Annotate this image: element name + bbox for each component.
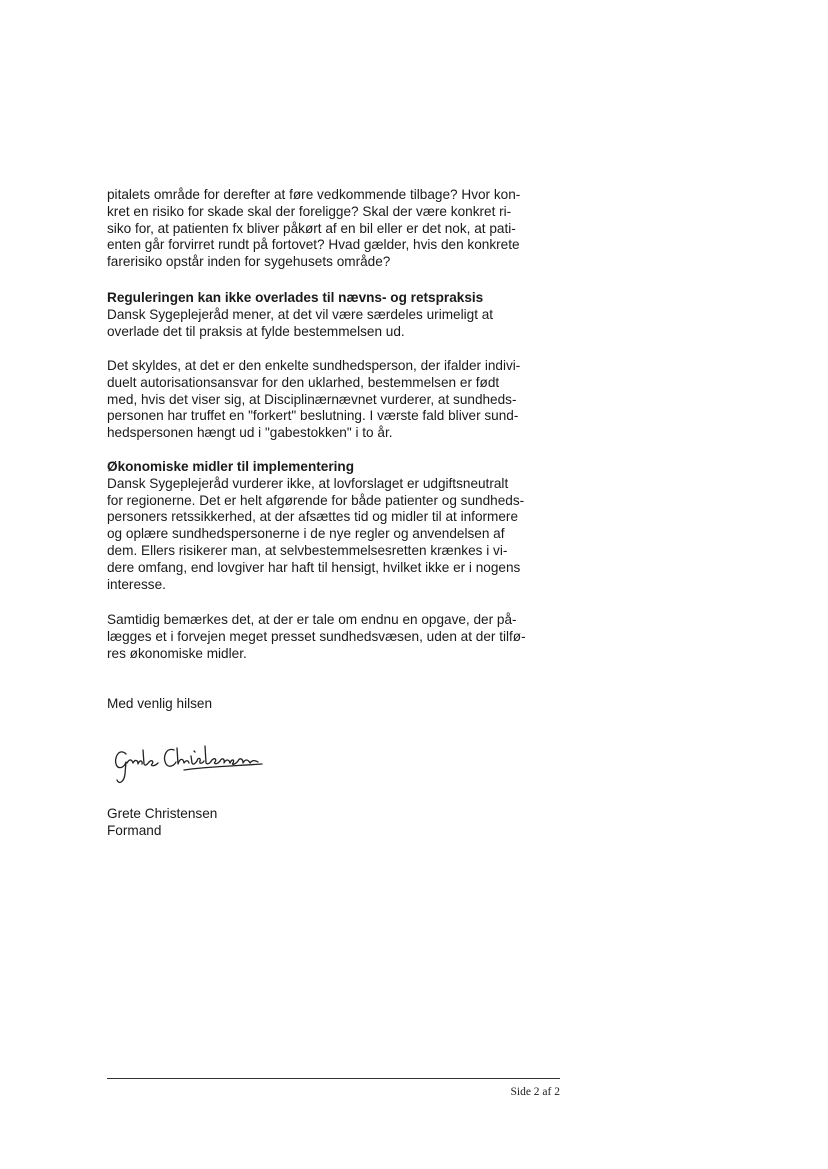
text-line: personers retssikkerhed, at der afsættes tid og midler til at informere (107, 509, 519, 525)
paragraph-ansvar (107, 358, 567, 442)
text-line: overlade det til praksis at fylde bestemmelsen ud. (107, 323, 405, 339)
text-line: enten går forvirret rundt på fortovet? Hvad gælder, hvis den konkrete (107, 237, 520, 253)
text-line: pitalets område for derefter at føre vedkommende tilbage? Hvor kon- (107, 187, 521, 202)
text-line: dem. Ellers risikerer man, at selvbestemmelsesretten krænkes i vi- (107, 542, 508, 558)
signer-name: Grete Christensen (107, 806, 218, 821)
text-line: interesse. (107, 576, 166, 592)
section-heading: Økonomiske midler til implementering (107, 459, 355, 474)
text-line: dere omfang, end lovgiver har haft til hensigt, hvilket ikke er i nogens (107, 559, 521, 575)
page-number: Side 2 af 2 (510, 1086, 560, 1098)
text-line: Samtidig bemærkes det, at der er tale om endnu en opgave, der på- (107, 612, 517, 627)
handwritten-signature (112, 742, 282, 788)
section-regulering (107, 290, 567, 340)
text-line: Det skyldes, at det er den enkelte sundhedsperson, der ifalder indivi- (107, 358, 521, 373)
text-line: med, hvis det viser sig, at Disciplinærnævnet vurderer, at sundheds- (107, 391, 517, 407)
closing-text (107, 696, 567, 713)
text-line: for regionerne. Det er helt afgørende for både patienter og sundheds- (107, 492, 525, 508)
signer-title: Formand (107, 822, 162, 838)
text-line: res økonomiske midler. (107, 645, 247, 661)
text-line: duelt autorisationsansvar for den uklarhed, bestemmelsen er født (107, 374, 500, 390)
section-heading: Reguleringen kan ikke overlades til nævns- og retspraksis (107, 290, 484, 305)
text-line: kret en risiko for skade skal der foreligge? Skal der være konkret ri- (107, 203, 512, 219)
signer-block (107, 806, 567, 840)
text-line: farerisiko opstår inden for sygehusets område? (107, 254, 391, 270)
text-line: Dansk Sygeplejeråd mener, at det vil være særdeles urimeligt at (107, 306, 494, 322)
paragraph-continuation (107, 187, 567, 271)
text-line: og oplære sundhedspersonerne i de nye regler og anvendelsen af (107, 526, 505, 542)
section-oekonomi (107, 459, 567, 593)
text-line: hedspersonen hængt ud i "gabestokken" i to år. (107, 425, 393, 441)
text-line: siko for, at patienten fx bliver påkørt af en bil eller er det nok, at pati- (107, 220, 516, 236)
paragraph-samtidig (107, 612, 567, 662)
text-line: personen har truffet en "forkert" beslutning. I værste fald bliver sund- (107, 408, 519, 424)
closing-line: Med venlig hilsen (107, 696, 213, 711)
text-line: Dansk Sygeplejeråd vurderer ikke, at lovforslaget er udgiftsneutralt (107, 475, 509, 491)
text-line: lægges et i forvejen meget presset sundhedsvæsen, uden at der tilfø- (107, 628, 526, 644)
footer-divider (107, 1078, 560, 1079)
